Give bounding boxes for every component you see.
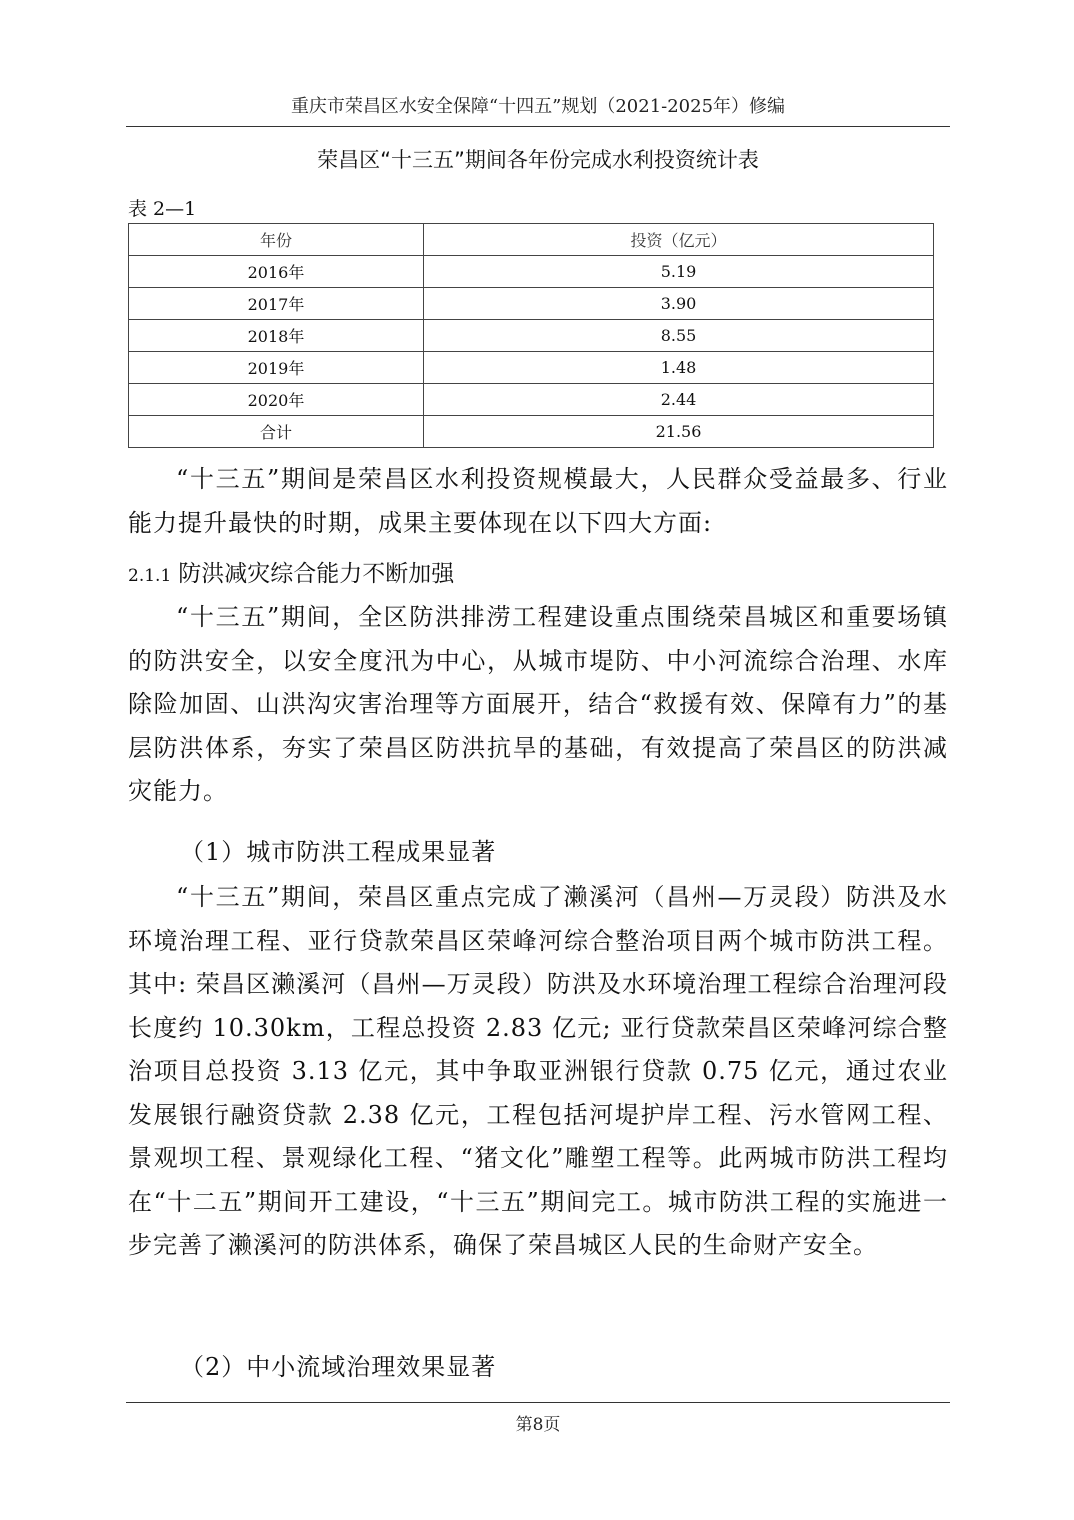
table-row — [129, 320, 934, 352]
year-cell: 2016年 — [129, 256, 424, 288]
investment-table — [128, 223, 934, 448]
column-header-year: 年份 — [129, 224, 424, 256]
table-title: 荣昌区“十三五”期间各年份完成水利投资统计表 — [317, 148, 759, 172]
footer-divider — [126, 1402, 950, 1403]
year-cell: 2019年 — [129, 352, 424, 384]
year-cell: 2018年 — [129, 320, 424, 352]
page-number: 第8页 — [515, 1415, 561, 1435]
section-heading — [128, 555, 454, 588]
investment-cell: 8.55 — [424, 320, 934, 352]
subsection-body-1: “十三五”期间，荣昌区重点完成了濑溪河（昌州—万灵段）防洪及水环境治理工程、亚行贷款荣昌区荣峰河综合整治项目两个城市防洪工程。其中: 荣昌区濑溪河（昌州—万灵段）防洪及水环境治理工程综合治理河段长度约 10.30km，工程总投资 2.83 亿元; 亚行贷款荣昌区荣峰河综合整治项目总投资 3.13 亿元，其中争取亚洲银行贷款 0.75 亿元，通过农业发展银行融资贷款 2.38 亿元，工程包括河堤护岸工程、污水管网工程、景观坝工程、景观绿化工程、“猪文化”雕塑工程等。此两城市防洪工程均在“十二五”期间开工建设，“十三五”期间完工。城市防洪工程的实施进一步完善了濑溪河的防洪体系，确保了荣昌城区人民的生命财产安全。 — [128, 883, 948, 1259]
year-cell: 2017年 — [129, 288, 424, 320]
table-number: 表 2—1 — [128, 198, 197, 220]
header-divider — [126, 126, 950, 127]
table-row — [129, 384, 934, 416]
page-header: 重庆市荣昌区水安全保障“十四五”规划（2021-2025年）修编 — [290, 96, 786, 117]
investment-cell: 2.44 — [424, 384, 934, 416]
total-value-cell: 21.56 — [424, 416, 934, 448]
column-header-investment: 投资（亿元） — [424, 224, 934, 256]
investment-cell: 3.90 — [424, 288, 934, 320]
section-body-paragraph: “十三五”期间，全区防洪排涝工程建设重点围绕荣昌城区和重要场镇的防洪安全，以安全度汛为中心，从城市堤防、中小河流综合治理、水库除险加固、山洪沟灾害治理等方面展开，结合“救援有效、保障有力”的基层防洪体系，夯实了荣昌区防洪抗旱的基础，有效提高了荣昌区的防洪减灾能力。 — [128, 603, 948, 805]
table-total-row — [129, 416, 934, 448]
investment-cell: 5.19 — [424, 256, 934, 288]
table-header-row — [129, 224, 934, 256]
intro-paragraph: “十三五”期间是荣昌区水利投资规模最大，人民群众受益最多、行业能力提升最快的时期，成果主要体现在以下四大方面: — [128, 465, 948, 537]
subsection-heading-2: （2）中小流域治理效果显著 — [180, 1353, 497, 1381]
table-row — [129, 256, 934, 288]
table-row — [129, 352, 934, 384]
table-row — [129, 288, 934, 320]
section-number: 2.1.1 — [128, 566, 172, 586]
subsection-heading-1: （1）城市防洪工程成果显著 — [180, 838, 497, 866]
year-cell: 2020年 — [129, 384, 424, 416]
investment-cell: 1.48 — [424, 352, 934, 384]
section-title: 防洪减灾综合能力不断加强 — [178, 561, 455, 587]
total-label-cell: 合计 — [129, 416, 424, 448]
